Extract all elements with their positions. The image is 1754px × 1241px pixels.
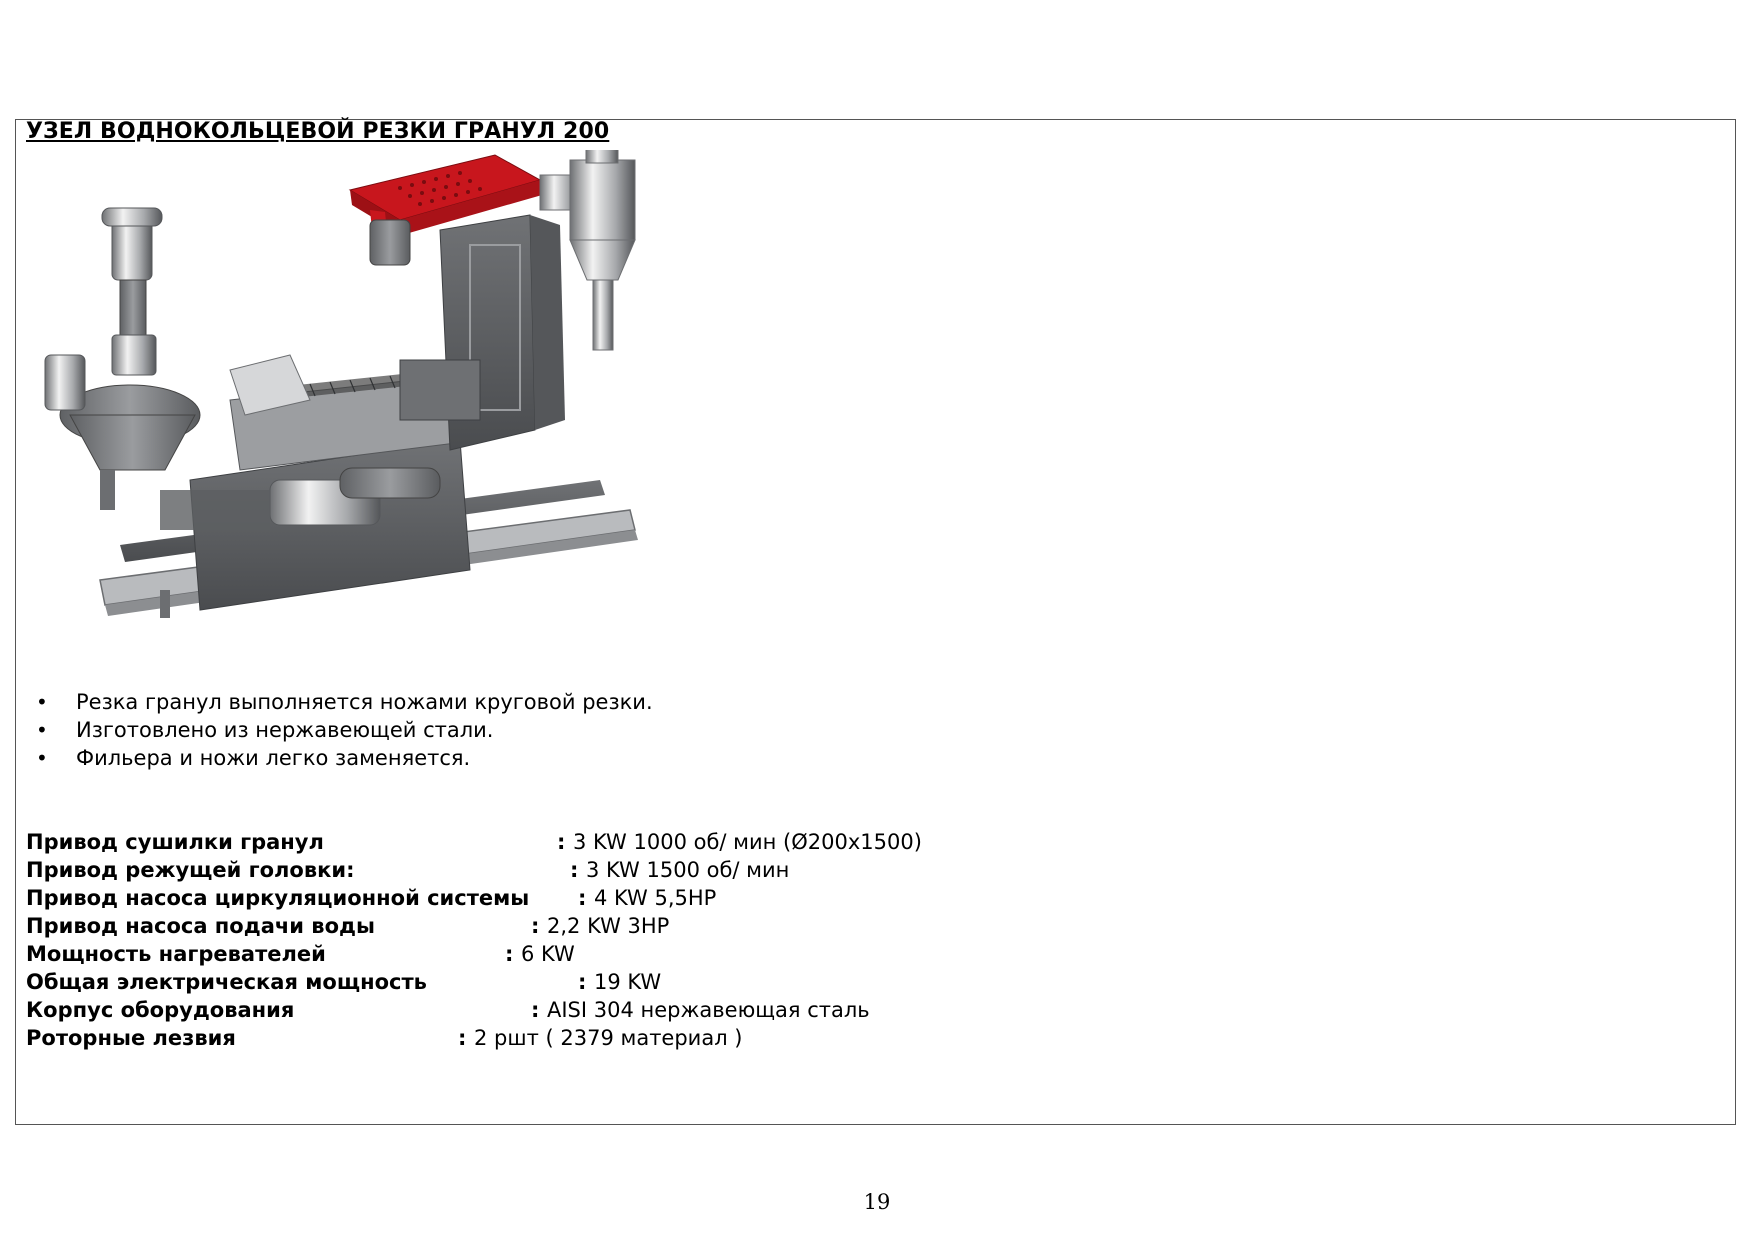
spec-colon: : xyxy=(505,942,514,966)
spec-label: Привод режущей головки: xyxy=(26,858,355,882)
spec-colon: : xyxy=(578,970,587,994)
spec-label: Мощность нагревателей xyxy=(26,942,326,966)
page-number: 19 xyxy=(863,1190,891,1214)
spec-value: 6 KW xyxy=(521,942,575,966)
spec-label: Привод насоса циркуляционной системы xyxy=(26,886,530,910)
cutting-head xyxy=(45,208,200,510)
list-item: • Фильера и ножи легко заменяется. xyxy=(36,744,653,772)
list-item: • Изготовлено из нержавеющей стали. xyxy=(36,716,653,744)
spec-label: Привод сушилки гранул xyxy=(26,830,324,854)
spec-label: Корпус оборудования xyxy=(26,998,295,1022)
spec-value: 3 KW 1500 об/ мин xyxy=(586,858,790,882)
spec-value: AISI 304 нержавеющая сталь xyxy=(547,998,870,1022)
page-title: УЗЕЛ ВОДНОКОЛЬЦЕВОЙ РЕЗКИ ГРАНУЛ 200 xyxy=(26,119,610,144)
list-item: • Резка гранул выполняется ножами круговой резки. xyxy=(36,688,653,716)
spec-label: Общая электрическая мощность xyxy=(26,970,427,994)
spec-value: 2,2 KW 3HP xyxy=(547,914,670,938)
spec-label: Привод насоса подачи воды xyxy=(26,914,375,938)
spec-value: 4 KW 5,5HP xyxy=(594,886,717,910)
spec-colon: : xyxy=(531,998,540,1022)
spec-value: 3 KW 1000 об/ мин (Ø200x1500) xyxy=(573,830,922,854)
spec-value: 2 ршт ( 2379 материал ) xyxy=(474,1026,743,1050)
spec-value: 19 KW xyxy=(594,970,662,994)
spec-colon: : xyxy=(531,914,540,938)
vertical-column xyxy=(400,215,565,450)
spec-colon: : xyxy=(557,830,566,854)
spec-colon: : xyxy=(570,858,579,882)
spec-colon: : xyxy=(578,886,587,910)
spec-label: Роторные лезвия xyxy=(26,1026,236,1050)
spec-colon: : xyxy=(458,1026,467,1050)
pelletizer-machine-illustration xyxy=(40,150,740,660)
feature-list xyxy=(36,688,653,772)
